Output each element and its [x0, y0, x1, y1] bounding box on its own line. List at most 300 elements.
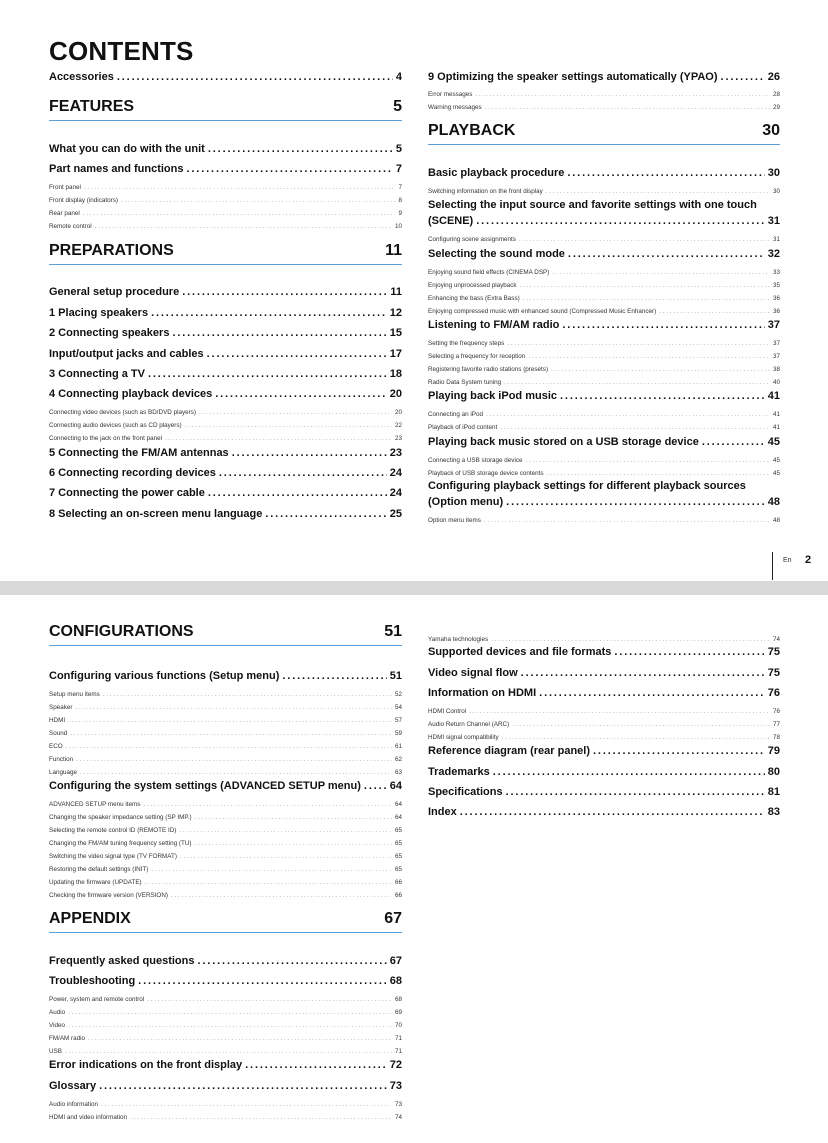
- toc-subentry-link[interactable]: [428, 236, 780, 243]
- toc-subentry-link[interactable]: [49, 210, 402, 217]
- toc-entry-link[interactable]: [428, 71, 780, 83]
- leader-dots: [552, 269, 770, 276]
- section-title: FEATURES: [49, 98, 135, 115]
- toc-entry-title: Updating the firmware (UPDATE): [49, 879, 142, 886]
- toc-entry-page: 29: [772, 104, 780, 111]
- toc-entry-page: 36: [772, 308, 780, 315]
- toc-entry-link[interactable]: [49, 955, 402, 967]
- leader-dots: [68, 717, 392, 724]
- toc-entry-title: Option menu items: [428, 517, 481, 524]
- toc-subentry-link[interactable]: [49, 409, 402, 416]
- leader-dots: [103, 691, 392, 698]
- toc-subentry-link[interactable]: [49, 801, 402, 808]
- toc-entry-page: 66: [394, 879, 402, 886]
- leader-dots: [83, 210, 396, 217]
- leader-dots: [75, 704, 392, 711]
- toc-subentry-link[interactable]: [428, 708, 780, 715]
- toc-entry-title: Selecting a frequency for reception: [428, 353, 526, 360]
- toc-entry-page: 65: [394, 827, 402, 834]
- toc-entry-page: 51: [389, 670, 402, 682]
- toc-subentry-link[interactable]: [49, 827, 402, 834]
- leader-dots: [539, 687, 765, 699]
- toc-entry-title: What you can do with the unit: [49, 143, 205, 155]
- toc-entry-title: Selecting the input source and favorite settings with one touch: [428, 199, 757, 211]
- toc-entry-page: 24: [389, 467, 402, 479]
- toc-subentry-link[interactable]: [49, 435, 402, 442]
- toc-subentry-link[interactable]: [49, 840, 402, 847]
- leader-dots: [547, 470, 770, 477]
- leader-dots: [101, 1101, 392, 1108]
- toc-entry-page: 22: [394, 422, 402, 429]
- toc-subentry-link[interactable]: [428, 308, 780, 315]
- toc-entry-link[interactable]: [428, 687, 780, 699]
- toc-entry-page: 48: [767, 496, 780, 508]
- toc-page-2: [0, 595, 828, 1143]
- toc-entry-page: 8: [398, 197, 402, 204]
- toc-entry-title: Index: [428, 806, 457, 818]
- toc-subentry-link[interactable]: [49, 756, 402, 763]
- section-heading: [49, 242, 402, 265]
- leader-dots: [207, 348, 387, 360]
- toc-entry-page: 64: [394, 801, 402, 808]
- toc-entry-title: HDMI signal compatibility: [428, 734, 499, 741]
- leader-dots: [568, 248, 765, 260]
- toc-entry-link[interactable]: [428, 745, 780, 757]
- toc-entry-title: Rear panel: [49, 210, 80, 217]
- section-page-number: 11: [385, 242, 402, 259]
- toc-entry-page: 54: [394, 704, 402, 711]
- toc-entry-title: Playing back iPod music: [428, 390, 557, 402]
- toc-entry-page: 78: [772, 734, 780, 741]
- toc-entry-link[interactable]: [49, 670, 402, 682]
- toc-entry-page: 26: [767, 71, 780, 83]
- toc-subentry-link[interactable]: [49, 814, 402, 821]
- section-page-number: 5: [393, 98, 402, 115]
- leader-dots: [143, 801, 392, 808]
- toc-entry-link[interactable]: [49, 975, 402, 987]
- toc-entry-page: 71: [394, 1035, 402, 1042]
- toc-entry-link[interactable]: [49, 388, 402, 400]
- leader-dots: [165, 435, 392, 442]
- toc-entry-link[interactable]: [428, 766, 780, 778]
- toc-entry-title: Connecting audio devices (such as CD players): [49, 422, 182, 429]
- toc-entry-page: 9: [398, 210, 402, 217]
- toc-entry-page: 18: [389, 368, 402, 380]
- leader-dots: [208, 143, 393, 155]
- toc-entry-title: Enhancing the bass (Extra Bass): [428, 295, 520, 302]
- leader-dots: [99, 1080, 387, 1092]
- toc-entry-link[interactable]: [49, 467, 402, 479]
- toc-entry-page: 38: [772, 366, 780, 373]
- toc-entry-title: Restoring the default settings (INIT): [49, 866, 149, 873]
- toc-entry-title: Configuring various functions (Setup menu): [49, 670, 280, 682]
- toc-entry-page: 33: [772, 269, 780, 276]
- toc-subentry-link[interactable]: [49, 197, 402, 204]
- toc-subentry-link[interactable]: [49, 422, 402, 429]
- toc-entry-title: Specifications: [428, 786, 503, 798]
- toc-subentry-link[interactable]: [428, 457, 780, 464]
- toc-entry-link[interactable]: [49, 1080, 402, 1092]
- leader-dots: [117, 71, 393, 83]
- leader-dots: [546, 188, 770, 195]
- leader-dots: [215, 388, 387, 400]
- toc-entry-page: 74: [772, 636, 780, 643]
- toc-entry-link[interactable]: [428, 806, 780, 818]
- toc-entry-link[interactable]: [428, 319, 780, 331]
- toc-entry-page: 41: [772, 424, 780, 431]
- toc-entry-page: 59: [394, 730, 402, 737]
- leader-dots: [245, 1059, 387, 1071]
- toc-entry-title: Language: [49, 769, 78, 776]
- toc-entry-page: 25: [389, 508, 402, 520]
- leader-dots: [88, 1035, 392, 1042]
- toc-entry-link[interactable]: [428, 667, 780, 679]
- toc-entry-link[interactable]: [49, 368, 402, 380]
- toc-subentry-link[interactable]: [428, 295, 780, 302]
- toc-entry-page: 7: [398, 184, 402, 191]
- toc-subentry-link[interactable]: [428, 424, 780, 431]
- toc-entry-page: 83: [767, 806, 780, 818]
- section-page-number: 67: [384, 910, 402, 927]
- toc-entry-page: 65: [394, 840, 402, 847]
- toc-subentry-link[interactable]: [428, 470, 780, 477]
- toc-entry-link[interactable]: [428, 786, 780, 798]
- toc-subentry-link[interactable]: [428, 340, 780, 347]
- toc-entry-page: 37: [772, 353, 780, 360]
- leader-dots: [147, 996, 392, 1003]
- leader-dots: [500, 424, 770, 431]
- toc-entry-page: 62: [394, 756, 402, 763]
- toc-entry-title: Video signal flow: [428, 667, 518, 679]
- toc-entry-title: Yamaha technologies: [428, 636, 489, 643]
- toc-entry-page: 30: [772, 188, 780, 195]
- toc-entry-link[interactable]: [49, 447, 402, 459]
- leader-dots: [185, 422, 392, 429]
- toc-subentry-link[interactable]: [428, 411, 780, 418]
- toc-subentry-link[interactable]: [49, 1114, 402, 1121]
- toc-entry-title: 3 Connecting a TV: [49, 368, 145, 380]
- toc-entry-title: ADVANCED SETUP menu items: [49, 801, 141, 808]
- leader-dots: [523, 295, 770, 302]
- leader-dots: [195, 814, 392, 821]
- leader-dots: [520, 282, 770, 289]
- toc-subentry-link[interactable]: [49, 1022, 402, 1029]
- toc-entry-page: 75: [767, 667, 780, 679]
- toc-entry-page: 37: [767, 319, 780, 331]
- toc-entry-link[interactable]: [49, 307, 402, 319]
- toc-subentry-link[interactable]: [428, 91, 780, 98]
- toc-entry-title: Basic playback procedure: [428, 167, 565, 179]
- toc-entry-link[interactable]: [49, 143, 402, 155]
- leader-dots: [460, 806, 765, 818]
- toc-entry-title: Audio: [49, 1009, 66, 1016]
- leader-dots: [171, 892, 392, 899]
- toc-entry-link[interactable]: [49, 1059, 402, 1071]
- leader-dots: [180, 853, 392, 860]
- leader-dots: [76, 756, 392, 763]
- section-page-number: 30: [762, 122, 780, 139]
- leader-dots: [95, 223, 392, 230]
- toc-entry-title: Part names and functions: [49, 163, 184, 175]
- toc-entry-link[interactable]: [428, 480, 780, 508]
- toc-entry-page: 4: [395, 71, 402, 83]
- leader-dots: [130, 1114, 392, 1121]
- toc-entry-page: 35: [772, 282, 780, 289]
- toc-entry-title: Audio Return Channel (ARC): [428, 721, 510, 728]
- toc-entry-title: 4 Connecting playback devices: [49, 388, 213, 400]
- toc-entry-link[interactable]: [428, 390, 780, 402]
- leader-dots: [476, 215, 765, 227]
- toc-entry-page: 75: [767, 646, 780, 658]
- leader-dots: [265, 508, 386, 520]
- toc-subentry-link[interactable]: [49, 853, 402, 860]
- toc-subentry-link[interactable]: [49, 1035, 402, 1042]
- leader-dots: [186, 163, 392, 175]
- toc-entry-page: 20: [394, 409, 402, 416]
- toc-entry-page: 36: [772, 295, 780, 302]
- toc-subentry-link[interactable]: [49, 184, 402, 191]
- toc-entry-title: Switching the video signal type (TV FORMAT): [49, 853, 177, 860]
- toc-entry-page: 31: [772, 236, 780, 243]
- toc-entry-title: Trademarks: [428, 766, 490, 778]
- toc-subentry-link[interactable]: [49, 892, 402, 899]
- leader-dots: [562, 319, 764, 331]
- toc-entry-title: Input/output jacks and cables: [49, 348, 204, 360]
- toc-entry-page: 61: [394, 743, 402, 750]
- toc-entry-title: Selecting the sound mode: [428, 248, 565, 260]
- toc-entry-page: 45: [767, 436, 780, 448]
- toc-entry-title: Error indications on the front display: [49, 1059, 243, 1071]
- toc-entry-title: Configuring the system settings (ADVANCED SETUP menu): [49, 780, 361, 792]
- toc-entry-line: [428, 496, 780, 508]
- toc-entry-title: Frequently asked questions: [49, 955, 195, 967]
- toc-subentry-link[interactable]: [49, 879, 402, 886]
- toc-entry-page: 68: [389, 975, 402, 987]
- toc-entry-title: Enjoying unprocessed playback: [428, 282, 517, 289]
- toc-subentry-link[interactable]: [49, 743, 402, 750]
- toc-entry-page: 41: [772, 411, 780, 418]
- toc-entry-title: 5 Connecting the FM/AM antennas: [49, 447, 229, 459]
- toc-subentry-link[interactable]: [49, 730, 402, 737]
- leader-dots: [219, 467, 387, 479]
- toc-entry-page: 77: [772, 721, 780, 728]
- toc-subentry-link[interactable]: [49, 769, 402, 776]
- section-title: CONFIGURATIONS: [49, 623, 194, 640]
- leader-dots: [475, 91, 770, 98]
- toc-entry-title: Video: [49, 1022, 65, 1029]
- toc-entry-page: 52: [394, 691, 402, 698]
- leader-dots: [197, 955, 386, 967]
- toc-entry-page: 74: [394, 1114, 402, 1121]
- section-title: PREPARATIONS: [49, 242, 174, 259]
- toc-entry-line: [428, 215, 780, 227]
- toc-entry-link[interactable]: [428, 199, 780, 227]
- toc-entry-page: 20: [389, 388, 402, 400]
- leader-dots: [148, 368, 387, 380]
- leader-dots: [172, 327, 386, 339]
- toc-subentry-link[interactable]: [428, 104, 780, 111]
- toc-entry-title: HDMI: [49, 717, 66, 724]
- section-heading: [49, 98, 402, 121]
- leader-dots: [151, 866, 392, 873]
- leader-dots: [80, 769, 392, 776]
- toc-entry-link[interactable]: [49, 327, 402, 339]
- leader-dots: [65, 1048, 392, 1055]
- toc-subentry-link[interactable]: [49, 223, 402, 230]
- toc-entry-link[interactable]: [49, 163, 402, 175]
- toc-subentry-link[interactable]: [49, 996, 402, 1003]
- toc-entry-title: Playback of iPod content: [428, 424, 498, 431]
- toc-subentry-link[interactable]: [428, 721, 780, 728]
- toc-entry-link[interactable]: [428, 167, 780, 179]
- toc-entry-title: Connecting video devices (such as BD/DVD players): [49, 409, 196, 416]
- toc-entry-link[interactable]: [428, 436, 780, 448]
- leader-dots: [521, 667, 765, 679]
- toc-entry-page: 45: [772, 470, 780, 477]
- toc-subentry-link[interactable]: [49, 704, 402, 711]
- toc-entry-link[interactable]: [49, 508, 402, 520]
- leader-dots: [551, 366, 770, 373]
- leader-dots: [519, 236, 770, 243]
- toc-entry-title: Enjoying compressed music with enhanced sound (Compressed Music Enhancer): [428, 308, 657, 315]
- leader-dots: [182, 286, 387, 298]
- toc-entry-title: Selecting the remote control ID (REMOTE ID): [49, 827, 177, 834]
- toc-entry-title: Audio information: [49, 1101, 99, 1108]
- toc-entry-title: Connecting to the jack on the front panel: [49, 435, 163, 442]
- toc-subentry-link[interactable]: [49, 717, 402, 724]
- toc-entry-page: 76: [767, 687, 780, 699]
- toc-entry-title: Radio Data System tuning: [428, 379, 502, 386]
- leader-dots: [68, 1022, 392, 1029]
- toc-subentry-link[interactable]: [428, 734, 780, 741]
- leader-dots: [486, 411, 770, 418]
- toc-entry-link[interactable]: [428, 248, 780, 260]
- toc-entry-page: 10: [394, 223, 402, 230]
- toc-entry-title: Warning messages: [428, 104, 482, 111]
- leader-dots: [121, 197, 396, 204]
- toc-subentry-link[interactable]: [428, 282, 780, 289]
- toc-entry-page: 63: [394, 769, 402, 776]
- toc-entry-title: General setup procedure: [49, 286, 180, 298]
- leader-dots: [526, 457, 770, 464]
- leader-dots: [506, 496, 765, 508]
- leader-dots: [70, 730, 392, 737]
- leader-dots: [469, 708, 770, 715]
- toc-entry-title: Configuring scene assignments: [428, 236, 516, 243]
- leader-dots: [507, 340, 770, 347]
- toc-entry-title: 8 Selecting an on-screen menu language: [49, 508, 263, 520]
- section-heading: [49, 623, 402, 646]
- leader-dots: [504, 379, 770, 386]
- toc-entry-page: 30: [767, 167, 780, 179]
- leader-dots: [145, 879, 392, 886]
- toc-entry-page: 67: [389, 955, 402, 967]
- toc-entry-title: Checking the firmware version (VERSION): [49, 892, 168, 899]
- leader-dots: [493, 766, 765, 778]
- leader-dots: [512, 721, 770, 728]
- toc-entry-page: 70: [394, 1022, 402, 1029]
- toc-entry-title: Setup menu items: [49, 691, 100, 698]
- leader-dots: [484, 517, 770, 524]
- toc-entry-page: 31: [767, 215, 780, 227]
- toc-entry-link[interactable]: [428, 646, 780, 658]
- toc-subentry-link[interactable]: [49, 1101, 402, 1108]
- toc-entry-title: Front display (indicators): [49, 197, 118, 204]
- toc-entry-page: 32: [767, 248, 780, 260]
- toc-subentry-link[interactable]: [428, 517, 780, 524]
- toc-entry-page: 73: [394, 1101, 402, 1108]
- footer-language: En: [783, 557, 792, 564]
- toc-entry-title: 9 Optimizing the speaker settings automatically (YPAO): [428, 71, 718, 83]
- toc-entry-page: 57: [394, 717, 402, 724]
- toc-subentry-link[interactable]: [49, 691, 402, 698]
- toc-subentry-link[interactable]: [428, 366, 780, 373]
- footer-page-number: 2: [805, 554, 812, 566]
- toc-entry-link[interactable]: [49, 348, 402, 360]
- toc-entry-title: Front panel: [49, 184, 81, 191]
- toc-entry-page: 73: [389, 1080, 402, 1092]
- toc-entry-title: USB: [49, 1048, 62, 1055]
- toc-entry-title: Changing the speaker impedance setting (SP IMP.): [49, 814, 192, 821]
- toc-entry-link[interactable]: [49, 780, 402, 792]
- toc-subentry-link[interactable]: [428, 353, 780, 360]
- leader-dots: [194, 840, 392, 847]
- leader-dots: [68, 1009, 392, 1016]
- toc-entry-page: 64: [389, 780, 402, 792]
- toc-entry-page: 72: [389, 1059, 402, 1071]
- toc-entry-title: Error messages: [428, 91, 473, 98]
- toc-entry-page: 12: [389, 307, 402, 319]
- toc-entry-title: Playing back music stored on a USB storage device: [428, 436, 699, 448]
- toc-entry-link[interactable]: [49, 71, 402, 83]
- toc-entry-link[interactable]: [49, 487, 402, 499]
- toc-subentry-link[interactable]: [428, 269, 780, 276]
- toc-entry-page: 80: [767, 766, 780, 778]
- toc-entry-page: 41: [767, 390, 780, 402]
- toc-entry-page: 69: [394, 1009, 402, 1016]
- toc-entry-title: Listening to FM/AM radio: [428, 319, 560, 331]
- toc-subentry-link[interactable]: [428, 636, 780, 643]
- toc-entry-title: Remote control: [49, 223, 92, 230]
- toc-subentry-link[interactable]: [49, 1009, 402, 1016]
- toc-entry-page: 37: [772, 340, 780, 347]
- leader-dots: [659, 308, 770, 315]
- toc-entry-title: FM/AM radio: [49, 1035, 86, 1042]
- toc-entry-title: HDMI Control: [428, 708, 467, 715]
- toc-entry-title: HDMI and video information: [49, 1114, 128, 1121]
- toc-subentry-link[interactable]: [49, 866, 402, 873]
- toc-subentry-link[interactable]: [428, 188, 780, 195]
- leader-dots: [502, 734, 770, 741]
- toc-entry-page: 71: [394, 1048, 402, 1055]
- toc-entry-title: Troubleshooting: [49, 975, 136, 987]
- toc-entry-title: Speaker: [49, 704, 73, 711]
- toc-subentry-link[interactable]: [49, 1048, 402, 1055]
- toc-entry-title: Glossary: [49, 1080, 97, 1092]
- toc-entry-page: 76: [772, 708, 780, 715]
- toc-entry-page: 65: [394, 866, 402, 873]
- toc-entry-title: Changing the FM/AM tuning frequency setting (TU): [49, 840, 192, 847]
- toc-entry-page: 11: [390, 286, 402, 298]
- toc-entry-title: ECO: [49, 743, 63, 750]
- toc-subentry-link[interactable]: [428, 379, 780, 386]
- toc-entry-link[interactable]: [49, 286, 402, 298]
- toc-entry-page: 66: [394, 892, 402, 899]
- toc-entry-title: 6 Connecting recording devices: [49, 467, 216, 479]
- toc-entry-title: Information on HDMI: [428, 687, 537, 699]
- toc-entry-title: Reference diagram (rear panel): [428, 745, 591, 757]
- leader-dots: [721, 71, 765, 83]
